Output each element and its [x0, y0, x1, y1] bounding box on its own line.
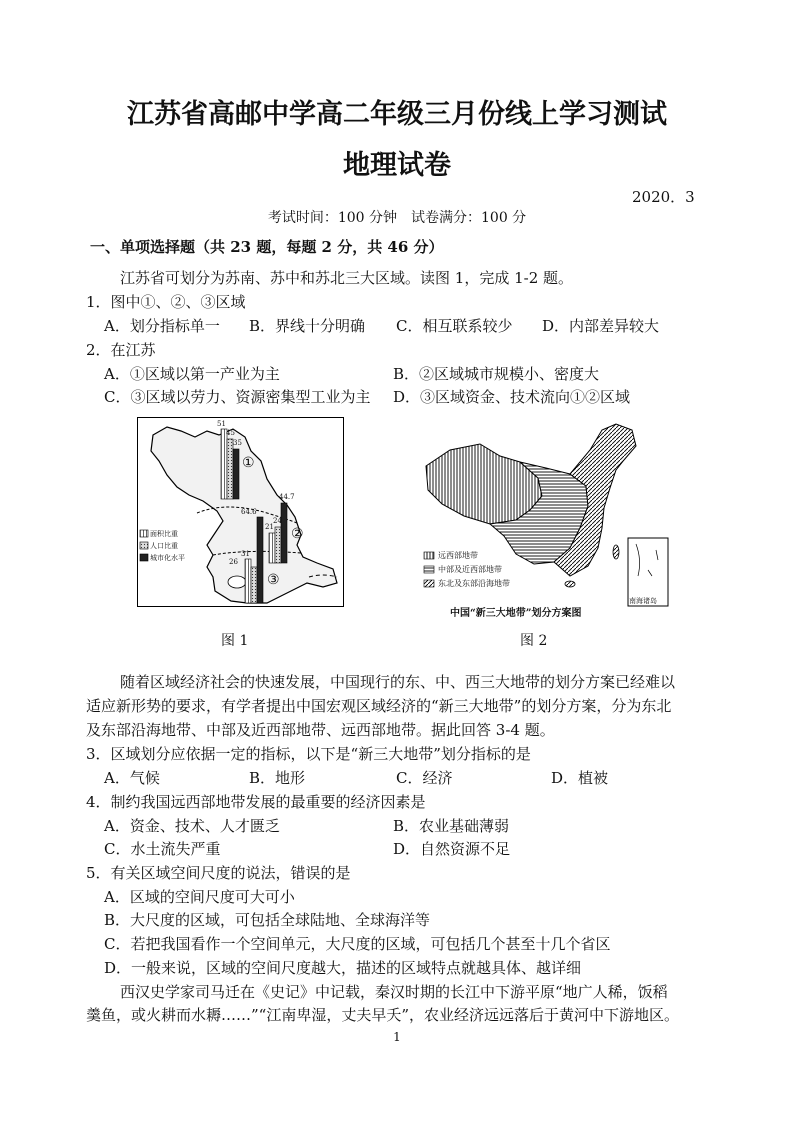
q2-stem: 2．在江苏	[86, 341, 156, 359]
q4-option-a: A．资金、技术、人才匮乏	[104, 817, 280, 835]
passage2-line3: 及东部沿海地带、中部及近西部地带、远西部地带。据此回答 3-4 题。	[86, 721, 555, 739]
fig1-value: 51	[217, 420, 226, 428]
passage2-line1: 随着区域经济社会的快速发展，中国现行的东、中、西三大地带的划分方案已经难以	[120, 673, 676, 691]
q1-stem: 1．图中①、②、③区域	[86, 293, 246, 311]
q1-option-b: B．界线十分明确	[249, 317, 366, 335]
page-number: 1	[393, 1030, 401, 1044]
fig1-legend-population: 人口比重	[150, 542, 178, 550]
q4-option-d: D．自然资源不足	[393, 840, 511, 858]
q1-option-d: D．内部差异较大	[542, 317, 660, 335]
passage3-line2: 羹鱼，或火耕而水耨……”“江南卑湿，丈夫早夭”，农业经济远远落后于黄河中下游地区。	[86, 1006, 680, 1024]
section-intro: 江苏省可划分为苏南、苏中和苏北三大区域。读图 1，完成 1-2 题。	[120, 269, 574, 287]
passage3-line1: 西汉史学家司马迁在《史记》中记载，秦汉时期的长江中下游平原“地广人稀，饭稻	[120, 983, 668, 1001]
fig1-value: 44.7	[279, 493, 295, 501]
fig1-value: 24	[273, 517, 282, 525]
q3-option-c: C．经济	[396, 769, 453, 787]
passage2-line2: 适应新形势的要求，有学者提出中国宏观区域经济的“新三大地带”的划分方案，分为东北	[86, 697, 672, 715]
figure1-jiangsu-map	[137, 417, 344, 607]
fig1-value: 26	[229, 558, 238, 566]
q3-option-b: B．地形	[249, 769, 306, 787]
fig2-legend-east: 东北及东部沿海地带	[438, 579, 510, 588]
q2-option-a: A．①区域以第一产业为主	[104, 365, 280, 383]
figure2-caption: 图 2	[520, 633, 548, 649]
fig1-region-2: ②	[291, 526, 304, 542]
q5-stem: 5．有关区域空间尺度的说法，错误的是	[86, 864, 351, 882]
fig1-value: 31	[241, 550, 250, 558]
fig1-region-1: ①	[242, 455, 255, 471]
fig2-legend-far-west: 远西部地带	[438, 551, 478, 560]
q2-option-d: D．③区域资金、技术流向①②区域	[393, 388, 631, 406]
q4-stem: 4．制约我国远西部地带发展的最重要的经济因素是	[86, 793, 426, 811]
fig2-inset-label: 南海诸岛	[629, 597, 657, 605]
q1-option-c: C．相互联系较少	[396, 317, 513, 335]
exam-info: 考试时间：100 分钟 试卷满分：100 分	[267, 210, 527, 226]
fig1-value: 35	[233, 439, 242, 447]
section-heading: 一、单项选择题（共 23 题，每题 2 分，共 46 分）	[90, 238, 444, 256]
fig2-legend-central: 中部及近西部地带	[438, 565, 502, 574]
fig1-value: 64.6	[241, 508, 257, 516]
q5-option-a: A．区域的空间尺度可大可小	[104, 888, 295, 906]
exam-date: 2020．3	[632, 188, 695, 206]
page-title: 江苏省高邮中学高二年级三月份线上学习测试	[127, 99, 667, 130]
fig2-map-title: 中国“新三大地带”划分方案图	[450, 608, 582, 619]
q2-option-c: C．③区域以劳力、资源密集型工业为主	[104, 388, 371, 406]
fig1-value: 21	[265, 523, 274, 531]
figure2-china-map	[420, 420, 680, 620]
q2-option-b: B．②区域城市规模小、密度大	[393, 365, 600, 383]
q5-option-b: B．大尺度的区域，可包括全球陆地、全球海洋等	[104, 911, 431, 929]
q1-option-a: A．划分指标单一	[104, 317, 220, 335]
q5-option-d: D．一般来说，区域的空间尺度越大，描述的区域特点就越具体、越详细	[104, 959, 582, 977]
figure1-caption: 图 1	[221, 633, 249, 649]
fig1-value: 45	[226, 429, 235, 437]
fig1-legend-area: 面积比重	[150, 530, 178, 538]
q4-option-b: B．农业基础薄弱	[393, 817, 510, 835]
fig1-region-3: ③	[267, 572, 280, 588]
q3-option-a: A．气候	[104, 769, 160, 787]
q3-stem: 3．区域划分应依据一定的指标，以下是“新三大地带”划分指标的是	[86, 745, 531, 763]
far-west-region	[426, 444, 542, 524]
q4-option-c: C．水土流失严重	[104, 840, 221, 858]
q5-option-c: C．若把我国看作一个空间单元，大尺度的区域，可包括几个甚至十几个省区	[104, 935, 611, 953]
fig1-legend-urbanization: 城市化水平	[150, 554, 185, 562]
q3-option-d: D．植被	[551, 769, 609, 787]
page-subtitle: 地理试卷	[343, 150, 451, 181]
